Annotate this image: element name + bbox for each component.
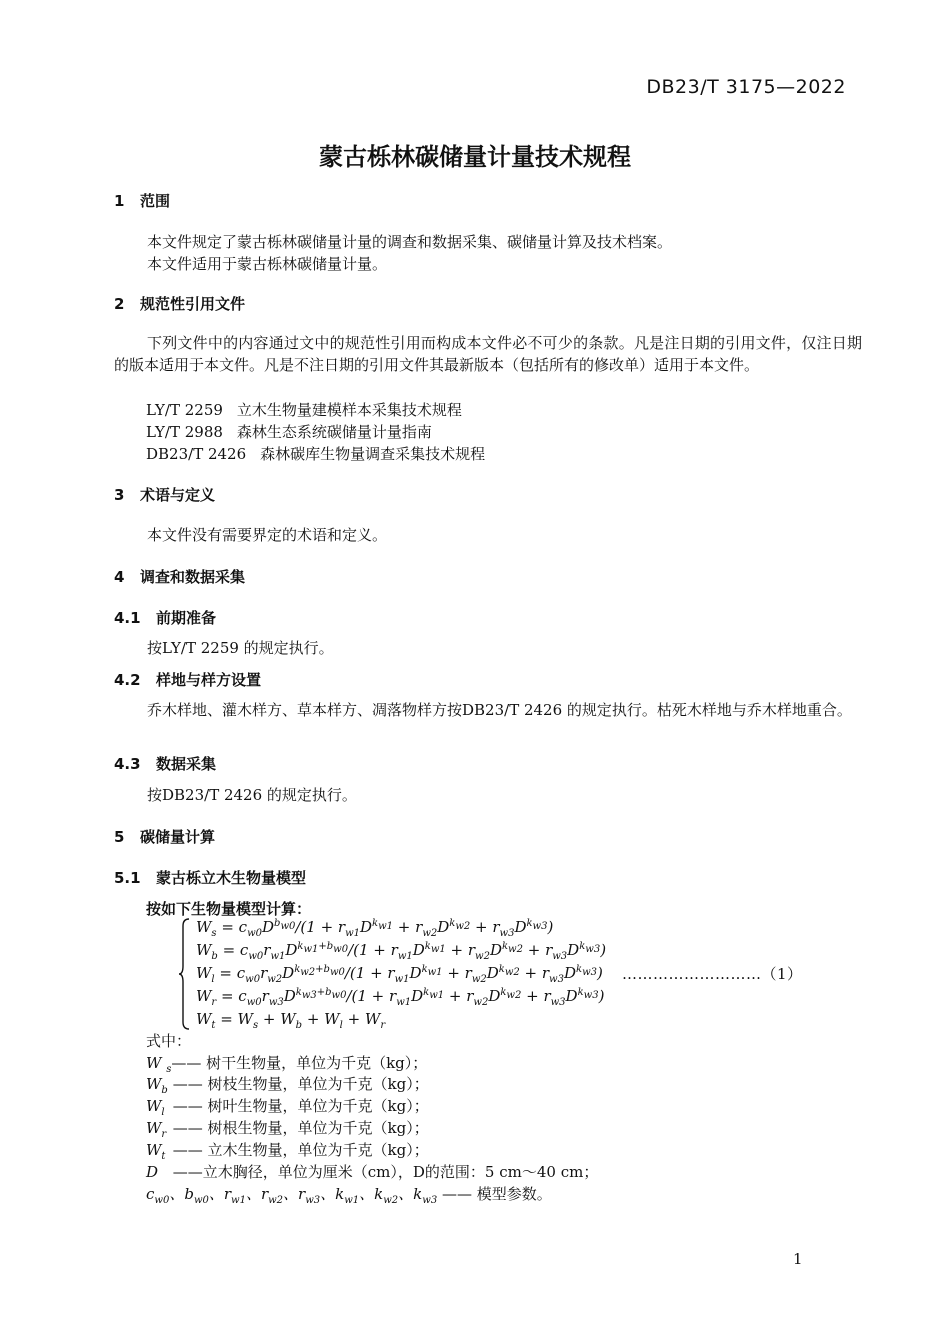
section-4-1-heading: 4.1 前期准备 — [114, 609, 217, 627]
section-4-2-heading: 4.2 样地与样方设置 — [114, 671, 262, 689]
equation-wb: $W_b = c_{w0}r_{w1}D^{k_{w1}+b_{w0}}/(1 + r_{w1}D^{k_{w1}} + r_{w2}D^{k_{w2}} + r_{w3}D^{k_{w3}})$ — [196, 941, 607, 962]
definition-params: $c_{w0}$、$b_{w0}$、$r_{w1}$、$r_{w2}$、$r_{w3}$、$k_{w1}$、$k_{w2}$、$k_{w3}$ —— 模型参数。 — [146, 1185, 552, 1206]
section-1-paragraph-2: 本文件适用于蒙古栎林碳储量计量。 — [147, 255, 388, 273]
where-label: 式中： — [146, 1032, 192, 1050]
formula-intro: 按如下生物量模型计算： — [146, 900, 312, 918]
section-3-paragraph: 本文件没有需要界定的术语和定义。 — [147, 526, 388, 544]
section-1-paragraph-1: 本文件规定了蒙古栎林碳储量计量的调查和数据采集、碳储量计算及技术档案。 — [147, 233, 673, 251]
section-4-2-paragraph: 乔木样地、灌木样方、草本样方、凋落物样方按DB23/T 2426 的规定执行。枯死木样地与乔木样地重合。 — [147, 701, 852, 719]
page-number: 1 — [793, 1250, 803, 1268]
equation-wt: $W_t = W_s + W_b + W_l + W_r$ — [196, 1010, 386, 1031]
section-2-heading: 2 规范性引用文件 — [114, 295, 246, 313]
section-4-3-heading: 4.3 数据采集 — [114, 755, 217, 773]
definition-ws: W $_s$—— 树干生物量，单位为千克（kg）； — [146, 1054, 428, 1075]
equation-number: ………………………（1） — [622, 965, 803, 983]
section-5-heading: 5 碳储量计算 — [114, 828, 216, 846]
equation-ws: $W_s = c_{w0}D^{b_{w0}}/(1 + r_{w1}D^{k_{w1}} + r_{w2}D^{k_{w2}} + r_{w3}D^{k_{w3}})$ — [196, 918, 554, 939]
standard-code: DB23/T 3175—2022 — [646, 76, 846, 98]
document-title: 蒙古栎林碳储量计量技术规程 — [319, 143, 631, 171]
reference-item: DB23/T 2426 森林碳库生物量调查采集技术规程 — [146, 445, 486, 463]
definition-wr: $W_r$ —— 树根生物量，单位为千克（kg）； — [146, 1119, 429, 1140]
section-4-3-paragraph: 按DB23/T 2426 的规定执行。 — [147, 786, 357, 804]
definition-wb: $W_b$ —— 树枝生物量，单位为千克（kg）； — [146, 1075, 429, 1096]
definition-d: D ——立木胸径，单位为厘米（cm），D的范围：5 cm～40 cm； — [146, 1163, 599, 1181]
definition-wt: $W_t$ —— 立木生物量，单位为千克（kg）； — [146, 1141, 429, 1162]
section-2-paragraph: 下列文件中的内容通过文中的规范性引用而构成本文件必不可少的条款。凡是注日期的引用文件，仅注日期的版本适用于本文件。凡是不注日期的引用文件其最新版本（包括所有的修改单）适用于本文件。 — [114, 334, 862, 374]
equation-wl: $W_l = c_{w0}r_{w2}D^{k_{w2}+b_{w0}}/(1 + r_{w1}D^{k_{w1}} + r_{w2}D^{k_{w2}} + r_{w3}D^{k_{w3}})$ — [196, 964, 603, 985]
section-4-heading: 4 调查和数据采集 — [114, 568, 246, 586]
definition-wl: $W_l$ —— 树叶生物量，单位为千克（kg）； — [146, 1097, 429, 1118]
section-3-heading: 3 术语与定义 — [114, 486, 216, 504]
section-5-1-heading: 5.1 蒙古栎立木生物量模型 — [114, 869, 307, 887]
section-4-1-paragraph: 按LY/T 2259 的规定执行。 — [147, 639, 334, 657]
section-1-heading: 1 范围 — [114, 192, 171, 210]
reference-item: LY/T 2259 立木生物量建模样本采集技术规程 — [146, 401, 462, 419]
equation-wr: $W_r = c_{w0}r_{w3}D^{k_{w3}+b_{w0}}/(1 + r_{w1}D^{k_{w1}} + r_{w2}D^{k_{w2}} + r_{w3}D^{k_{w3}})$ — [196, 987, 605, 1008]
formula-brace — [178, 918, 190, 1030]
reference-item: LY/T 2988 森林生态系统碳储量计量指南 — [146, 423, 432, 441]
